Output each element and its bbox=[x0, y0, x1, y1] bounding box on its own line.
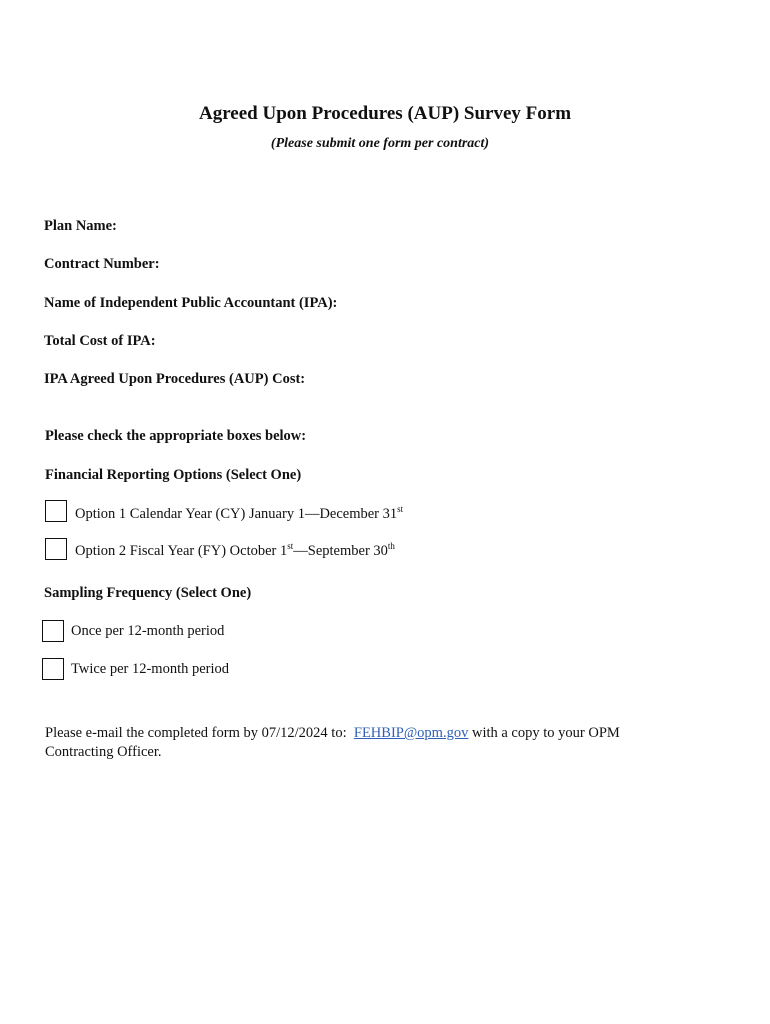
option-2-superscript-end: th bbox=[387, 541, 395, 551]
email-link[interactable]: FEHBIP@opm.gov bbox=[353, 725, 469, 741]
instructions-text: Please check the appropriate boxes below: bbox=[45, 428, 307, 444]
field-label-aup-cost: IPA Agreed Upon Procedures (AUP) Cost: bbox=[44, 371, 306, 387]
option-1-superscript: st bbox=[397, 504, 404, 514]
footer-text-after: with a copy to your OPM Contracting Officer. bbox=[45, 725, 620, 760]
field-label-contract-number: Contract Number: bbox=[44, 256, 160, 272]
option-1-text: Option 1 Calendar Year (CY) January 1—December 31 bbox=[75, 506, 398, 522]
option-2-text-start: Option 2 Fiscal Year (FY) October 1 bbox=[75, 543, 288, 559]
option-2-text-end: —September 30 bbox=[293, 543, 388, 559]
field-label-ipa-name: Name of Independent Public Accountant (IPA): bbox=[44, 295, 338, 311]
field-label-plan-name: Plan Name: bbox=[44, 218, 117, 234]
sampling-option-once-label: Once per 12-month period bbox=[71, 623, 225, 639]
option-1-label bbox=[75, 505, 403, 523]
checkbox-once-per-period[interactable] bbox=[42, 620, 64, 642]
form-title: Agreed Upon Procedures (AUP) Survey Form bbox=[198, 103, 572, 124]
footer-text-before: Please e-mail the completed form by 07/12/2024 to: bbox=[45, 725, 347, 741]
sampling-frequency-heading: Sampling Frequency (Select One) bbox=[44, 585, 252, 601]
footer-instructions bbox=[45, 724, 685, 762]
option-2-superscript-start: st bbox=[287, 541, 294, 551]
checkbox-twice-per-period[interactable] bbox=[42, 658, 64, 680]
checkbox-option-1-calendar-year[interactable] bbox=[45, 500, 67, 522]
checkbox-option-2-fiscal-year[interactable] bbox=[45, 538, 67, 560]
financial-reporting-heading: Financial Reporting Options (Select One) bbox=[45, 467, 302, 483]
field-label-ipa-total-cost: Total Cost of IPA: bbox=[44, 333, 156, 349]
option-2-label bbox=[75, 542, 395, 560]
form-subtitle: (Please submit one form per contract) bbox=[270, 136, 490, 151]
sampling-option-twice-label: Twice per 12-month period bbox=[71, 661, 230, 677]
